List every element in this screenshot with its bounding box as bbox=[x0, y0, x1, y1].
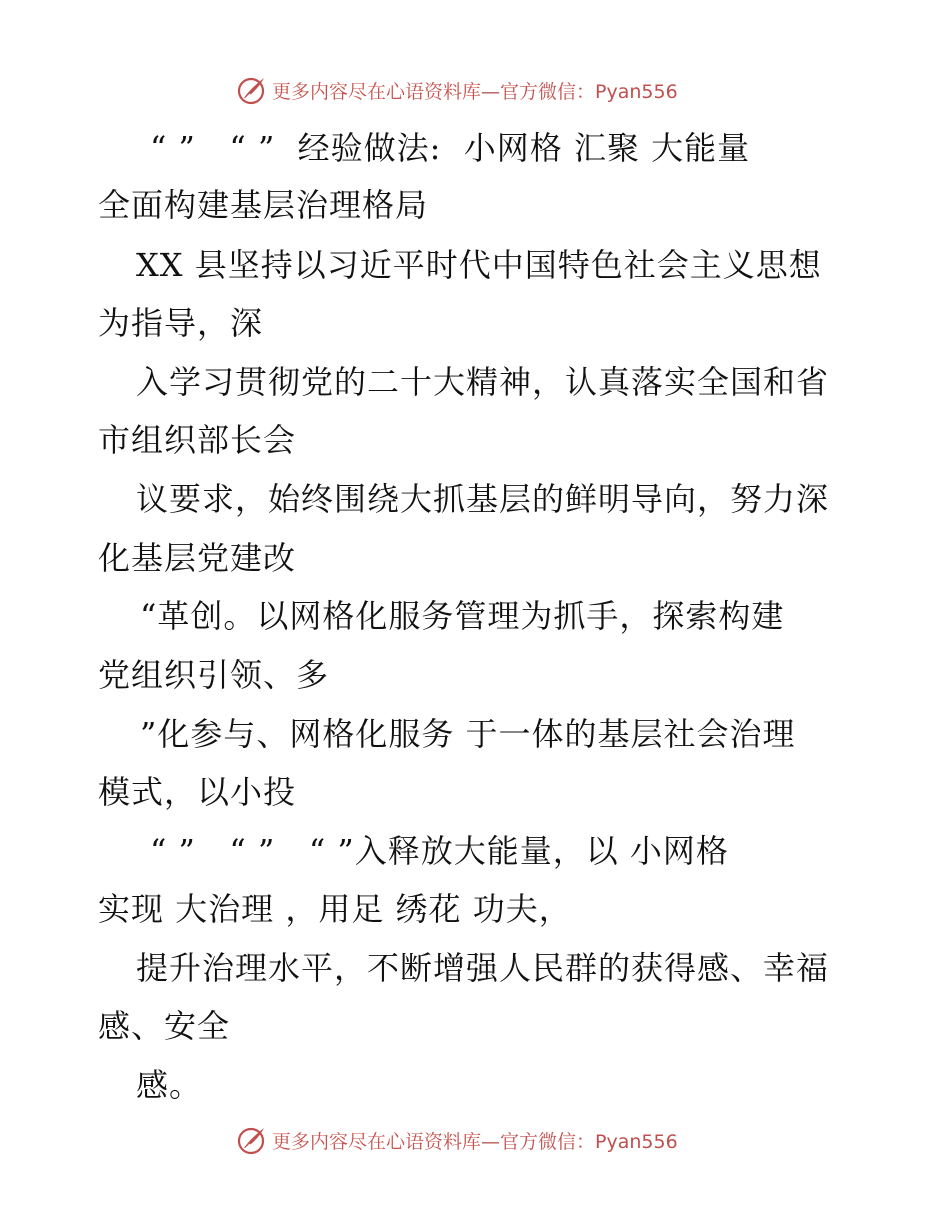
quill-logo-icon bbox=[236, 74, 268, 106]
body-line: 党组织引领、多 bbox=[98, 656, 330, 694]
title-line-1: “ ” “ ” 经验做法: 小网格 汇聚 大能量 bbox=[150, 129, 751, 167]
footer-banner bbox=[236, 1122, 678, 1158]
body-line: “ ” “ ” “ ”入释放大能量，以 小网格 bbox=[150, 832, 729, 870]
banner-name: 更多内容尽在心语资料库 bbox=[272, 1130, 482, 1153]
banner-separator: — bbox=[481, 1130, 501, 1153]
banner-contact: 官方微信：Pyan556 bbox=[500, 80, 678, 103]
banner-name: 更多内容尽在心语资料库 bbox=[272, 80, 482, 103]
header-banner bbox=[236, 72, 678, 108]
body-line: “革创。以网格化服务管理为抓手，探索构建 bbox=[140, 597, 785, 635]
body-line: 为指导，深 bbox=[98, 304, 264, 342]
body-line: 化基层党建改 bbox=[98, 539, 297, 577]
body-line: 入学习贯彻党的二十大精神，认真落实全国和省 bbox=[136, 363, 830, 401]
banner-contact: 官方微信：Pyan556 bbox=[500, 1130, 678, 1153]
body-line: 议要求，始终围绕大抓基层的鲜明导向，努力深 bbox=[136, 480, 830, 518]
title-line-2: 全面构建基层治理格局 bbox=[98, 186, 429, 224]
body-line: 感、安全 bbox=[98, 1007, 231, 1045]
body-line: 实现 大治理 ，用足 绣花 功夫， bbox=[98, 890, 572, 928]
body-line: 感。 bbox=[136, 1066, 203, 1104]
body-line: 模式，以小投 bbox=[98, 773, 297, 811]
body-line: 提升治理水平，不断增强人民群的获得感、幸福 bbox=[136, 949, 830, 987]
body-line: XX 县坚持以习近平时代中国特色社会主义思想 bbox=[136, 246, 822, 284]
body-line: 市组织部长会 bbox=[98, 421, 297, 459]
banner-separator: — bbox=[481, 80, 501, 103]
body-line: ”化参与、网格化服务 于一体的基层社会治理 bbox=[140, 715, 796, 753]
quill-logo-icon bbox=[236, 1124, 268, 1156]
